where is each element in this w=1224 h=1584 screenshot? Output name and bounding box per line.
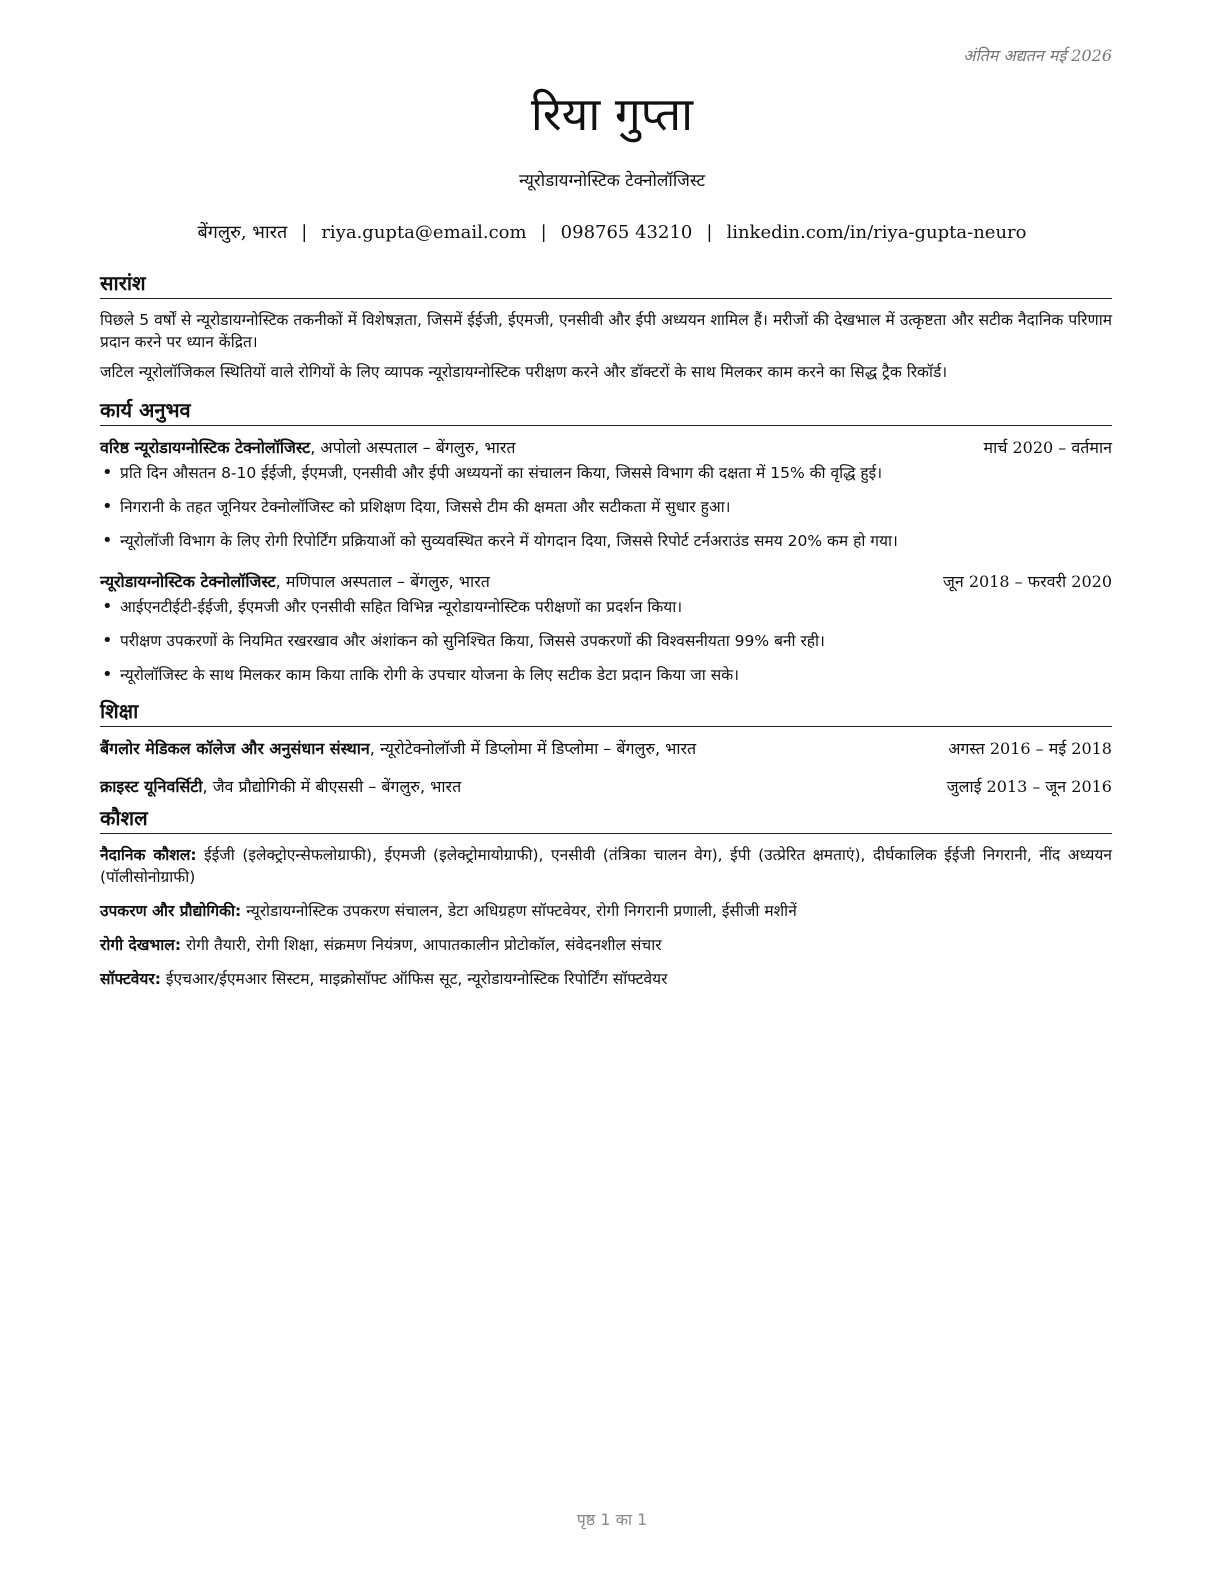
contact-email[interactable]: riya.gupta@email.com xyxy=(321,222,527,243)
contact-line xyxy=(0,220,1224,244)
job-bullet: • निगरानी के तहत जूनियर टेक्नोलॉजिस्ट को प्रशिक्षण दिया, जिससे टीम की क्षमता और सटीकता में सुधार हुआ। xyxy=(100,496,1112,518)
education-entry xyxy=(100,775,1112,799)
summary-section xyxy=(100,270,1112,383)
contact-linkedin[interactable]: linkedin.com/in/riya-gupta-neuro xyxy=(726,222,1027,243)
section-title-summary: सारांश xyxy=(100,270,1112,299)
education-dates: अगस्त 2016 – मई 2018 xyxy=(948,739,1112,758)
job-dates: मार्च 2020 – वर्तमान xyxy=(983,438,1112,457)
job-bullet: • परीक्षण उपकरणों के नियमित रखरखाव और अंशांकन को सुनिश्चित किया, जिससे उपकरणों की विश्वसनीयता 99% बनी रही। xyxy=(100,630,1112,652)
job-role: वरिष्ठ न्यूरोडायग्नोस्टिक टेक्नोलॉजिस्ट xyxy=(100,438,311,457)
job-header xyxy=(100,436,1112,460)
experience-section xyxy=(100,397,1112,686)
job-bullets xyxy=(100,596,1112,686)
page-number: पृष्ठ 1 का 1 xyxy=(576,1510,648,1529)
skill-text: न्यूरोडायग्नोस्टिक उपकरण संचालन, डेटा अधिग्रहण सॉफ्टवेयर, रोगी निगरानी प्रणाली, ईसीजी मशीनें xyxy=(241,902,797,920)
skill-text: ईएचआर/ईएमआर सिस्टम, माइक्रोसॉफ्ट ऑफिस सूट, न्यूरोडायग्नोस्टिक रिपोर्टिंग सॉफ्टवेयर xyxy=(160,970,668,988)
skill-line xyxy=(100,968,1112,990)
education-detail: , जैव प्रौद्योगिकी में बीएससी – बेंगलुरु, भारत xyxy=(202,777,462,796)
contact-separator: | xyxy=(706,222,713,243)
job-entry xyxy=(100,436,1112,552)
job-bullets xyxy=(100,462,1112,552)
skill-label: सॉफ्टवेयर: xyxy=(100,970,161,988)
contact-phone: 098765 43210 xyxy=(560,222,693,243)
skill-label: रोगी देखभाल: xyxy=(100,936,182,954)
job-place: , अपोलो अस्पताल – बेंगलुरु, भारत xyxy=(310,438,516,457)
skills-section xyxy=(100,805,1112,990)
job-entry xyxy=(100,570,1112,686)
job-bullet: • प्रति दिन औसतन 8-10 ईईजी, ईएमजी, एनसीवी और ईपी अध्ययनों का संचालन किया, जिससे विभाग की दक्षता में 15% की वृद्धि हुई। xyxy=(100,462,1112,484)
education-detail: , न्यूरोटेक्नोलॉजी में डिप्लोमा में डिप्लोमा – बेंगलुरु, भारत xyxy=(369,739,697,758)
skill-label: नैदानिक कौशल: xyxy=(100,846,197,864)
skill-line xyxy=(100,934,1112,956)
summary-paragraph: जटिल न्यूरोलॉजिकल स्थितियों वाले रोगियों के लिए व्यापक न्यूरोडायग्नोस्टिक परीक्षण करने और डॉक्टरों के साथ मिलकर काम करने का सिद्ध ट्रैक रिकॉर्ड। xyxy=(100,363,948,381)
job-role: न्यूरोडायग्नोस्टिक टेक्नोलॉजिस्ट xyxy=(100,572,276,591)
job-bullet: • न्यूरोलॉजी विभाग के लिए रोगी रिपोर्टिंग प्रक्रियाओं को सुव्यवस्थित करने में योगदान दिया, जिससे रिपोर्ट टर्नअराउंड समय 20% कम हो गया। xyxy=(100,530,1112,552)
last-updated: अंतिम अद्यतन मई 2026 xyxy=(963,46,1112,65)
contact-separator: | xyxy=(301,222,308,243)
education-entry xyxy=(100,737,1112,761)
contact-separator: | xyxy=(540,222,547,243)
summary-paragraph: पिछले 5 वर्षों से न्यूरोडायग्नोस्टिक तकनीकों में विशेषज्ञता, जिसमें ईईजी, ईएमजी, एनसीवी और ईपी अध्ययन शामिल हैं। मरीजों की देखभाल में उत्कृष्टता और सटीक नैदानिक परिणाम प्रदान करने पर ध्यान केंद्रित। xyxy=(100,311,1112,351)
job-place: , मणिपाल अस्पताल – बेंगलुरु, भारत xyxy=(275,572,490,591)
section-title-experience: कार्य अनुभव xyxy=(100,397,1112,426)
skill-text: रोगी तैयारी, रोगी शिक्षा, संक्रमण नियंत्रण, आपातकालीन प्रोटोकॉल, संवेदनशील संचार xyxy=(181,936,662,954)
skill-label: उपकरण और प्रौद्योगिकी: xyxy=(100,902,242,920)
skill-line xyxy=(100,844,1112,888)
section-title-skills: कौशल xyxy=(100,805,1112,834)
contact-location: बेंगलुरु, भारत xyxy=(197,222,288,243)
resume-content xyxy=(100,270,1112,1002)
section-title-education: शिक्षा xyxy=(100,698,1112,727)
education-section xyxy=(100,698,1112,799)
job-bullet: • न्यूरोलॉजिस्ट के साथ मिलकर काम किया ताकि रोगी के उपचार योजना के लिए सटीक डेटा प्रदान किया जा सके। xyxy=(100,664,1112,686)
job-dates: जून 2018 – फरवरी 2020 xyxy=(943,572,1112,591)
education-school: क्राइस्ट यूनिवर्सिटी xyxy=(100,777,203,796)
education-school: बैंगलोर मेडिकल कॉलेज और अनुसंधान संस्थान xyxy=(100,739,370,758)
job-bullet: • आईएनटीईटी-ईईजी, ईएमजी और एनसीवी सहित विभिन्न न्यूरोडायग्नोस्टिक परीक्षणों का प्रदर्शन किया। xyxy=(100,596,1112,618)
skill-line xyxy=(100,900,1112,922)
education-dates: जुलाई 2013 – जून 2016 xyxy=(946,777,1112,796)
candidate-name: रिया गुप्ता xyxy=(530,87,694,141)
skill-text: ईईजी (इलेक्ट्रोएन्सेफलोग्राफी), ईएमजी (इलेक्ट्रोमायोग्राफी), एनसीवी (तंत्रिका चालन वेग), ईपी (उत्प्रेरित क्षमताएं), दीर्घकालिक ईईजी निगरानी, नींद अध्ययन (पॉलीसोनोग्राफी) xyxy=(100,846,1112,886)
candidate-headline: न्यूरोडायग्नोस्टिक टेक्नोलॉजिस्ट xyxy=(518,171,706,191)
job-header xyxy=(100,570,1112,594)
